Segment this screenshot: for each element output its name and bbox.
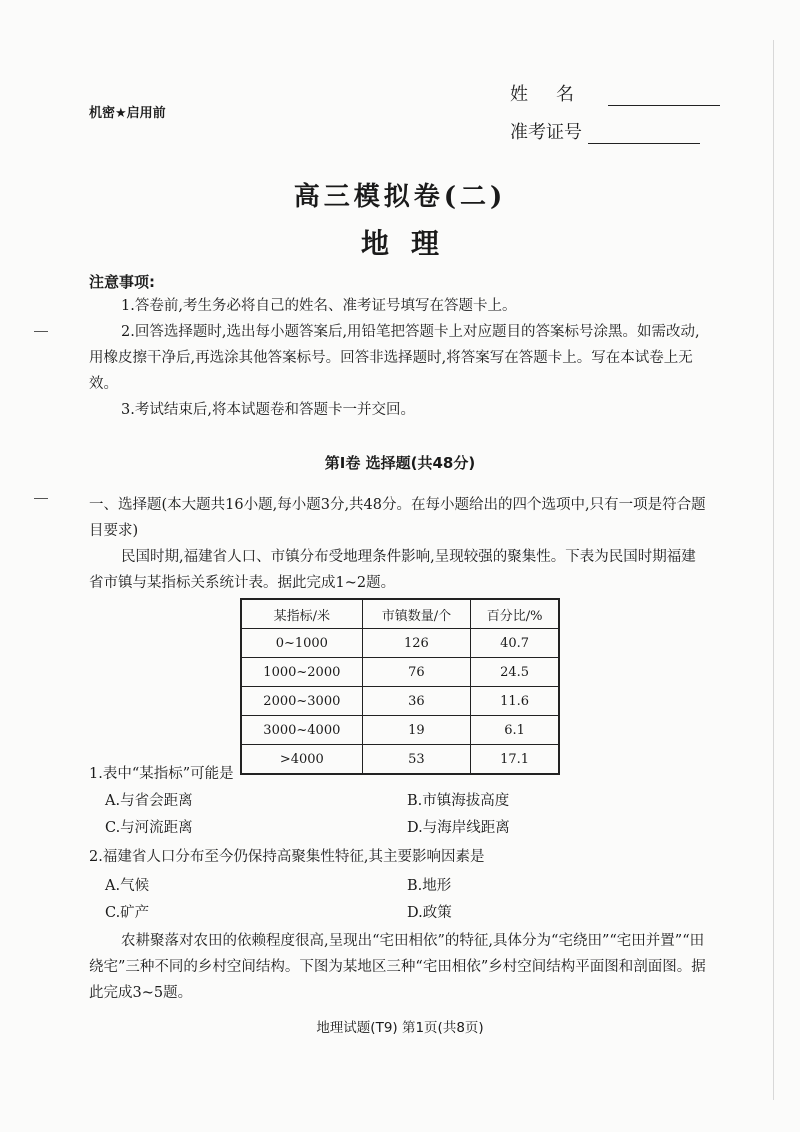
- subject-title: 地理: [360, 227, 461, 260]
- question-stem: 2.福建省人口分布至今仍保持高聚集性特征,其主要影响因素是: [89, 849, 485, 865]
- column-header: 百分比/%: [471, 599, 559, 629]
- exam-id-label: 准考证号: [510, 122, 582, 143]
- notice-item: 1.答卷前,考生务必将自己的姓名、准考证号填写在答题卡上。: [121, 298, 517, 314]
- answer-option[interactable]: C.与河流距离: [105, 820, 193, 836]
- table-row: [241, 658, 559, 687]
- table-cell: 36: [362, 687, 471, 716]
- table-cell: 17.1: [471, 745, 559, 775]
- table-cell: 11.6: [471, 687, 559, 716]
- column-header: 市镇数量/个: [362, 599, 471, 629]
- table-cell: 24.5: [471, 658, 559, 687]
- table-row: [241, 687, 559, 716]
- table-cell: 1000~2000: [241, 658, 362, 687]
- notice-item: 3.考试结束后,将本试题卷和答题卡一并交回。: [121, 402, 415, 418]
- column-header: 某指标/米: [241, 599, 362, 629]
- table-row: [241, 629, 559, 658]
- answer-option[interactable]: C.矿产: [105, 905, 150, 921]
- table-cell: 0~1000: [241, 629, 362, 658]
- answer-option[interactable]: B.市镇海拔高度: [407, 793, 510, 809]
- exam-id-field[interactable]: [510, 118, 700, 144]
- section-heading: 第Ⅰ卷 选择题(共48分): [324, 454, 476, 472]
- margin-mark: [34, 331, 48, 332]
- name-field[interactable]: [510, 80, 720, 106]
- answer-option[interactable]: A.气候: [105, 878, 150, 894]
- table-row: [241, 745, 559, 775]
- table-header-row: [241, 599, 559, 629]
- answer-option[interactable]: B.地形: [407, 878, 452, 894]
- answer-option[interactable]: D.与海岸线距离: [407, 820, 510, 836]
- exam-id-blank-line[interactable]: [588, 123, 700, 144]
- exam-title: 高三模拟卷(二): [293, 182, 507, 212]
- table-row: [241, 716, 559, 745]
- answer-option[interactable]: A.与省会距离: [105, 793, 193, 809]
- question-intro: 民国时期,福建省人口、市镇分布受地理条件影响,呈现较强的聚集性。下表为民国时期福建省市镇与某指标关系统计表。据此完成1~2题。: [89, 549, 696, 591]
- name-blank-line[interactable]: [608, 85, 720, 106]
- notice-item: 2.回答选择题时,选出每小题答案后,用铅笔把答题卡上对应题目的答案标号涂黑。如需改动,用橡皮擦干净后,再选涂其他答案标号。回答非选择题时,将答案写在答题卡上。写在本试卷上无效。: [89, 324, 700, 392]
- table-cell: 76: [362, 658, 471, 687]
- table-cell: 53: [362, 745, 471, 775]
- table-cell: 6.1: [471, 716, 559, 745]
- answer-option[interactable]: D.政策: [407, 905, 452, 921]
- confidential-label: 机密★启用前: [89, 106, 166, 121]
- table-cell: 19: [362, 716, 471, 745]
- margin-mark: [34, 498, 48, 499]
- name-label: 姓名: [510, 84, 602, 105]
- table-cell: 3000~4000: [241, 716, 362, 745]
- question-intro: 农耕聚落对农田的依赖程度很高,呈现出“宅田相依”的特征,具体分为“宅绕田”“宅田并置”“田绕宅”三种不同的乡村空间结构。下图为某地区三种“宅田相依”乡村空间结构平面图和剖面图。据此完成3~5题。: [89, 933, 706, 1001]
- section-instruction: 一、选择题(本大题共16小题,每小题3分,共48分。在每小题给出的四个选项中,只有一项是符合题目要求): [89, 497, 706, 539]
- page-footer: 地理试题(T9) 第1页(共8页): [316, 1020, 484, 1036]
- notice-heading: 注意事项:: [89, 273, 155, 291]
- table-cell: >4000: [241, 745, 362, 775]
- statistics-table: [240, 598, 560, 775]
- table-cell: 126: [362, 629, 471, 658]
- question-stem: 1.表中“某指标”可能是: [89, 766, 234, 782]
- table-cell: 40.7: [471, 629, 559, 658]
- table-cell: 2000~3000: [241, 687, 362, 716]
